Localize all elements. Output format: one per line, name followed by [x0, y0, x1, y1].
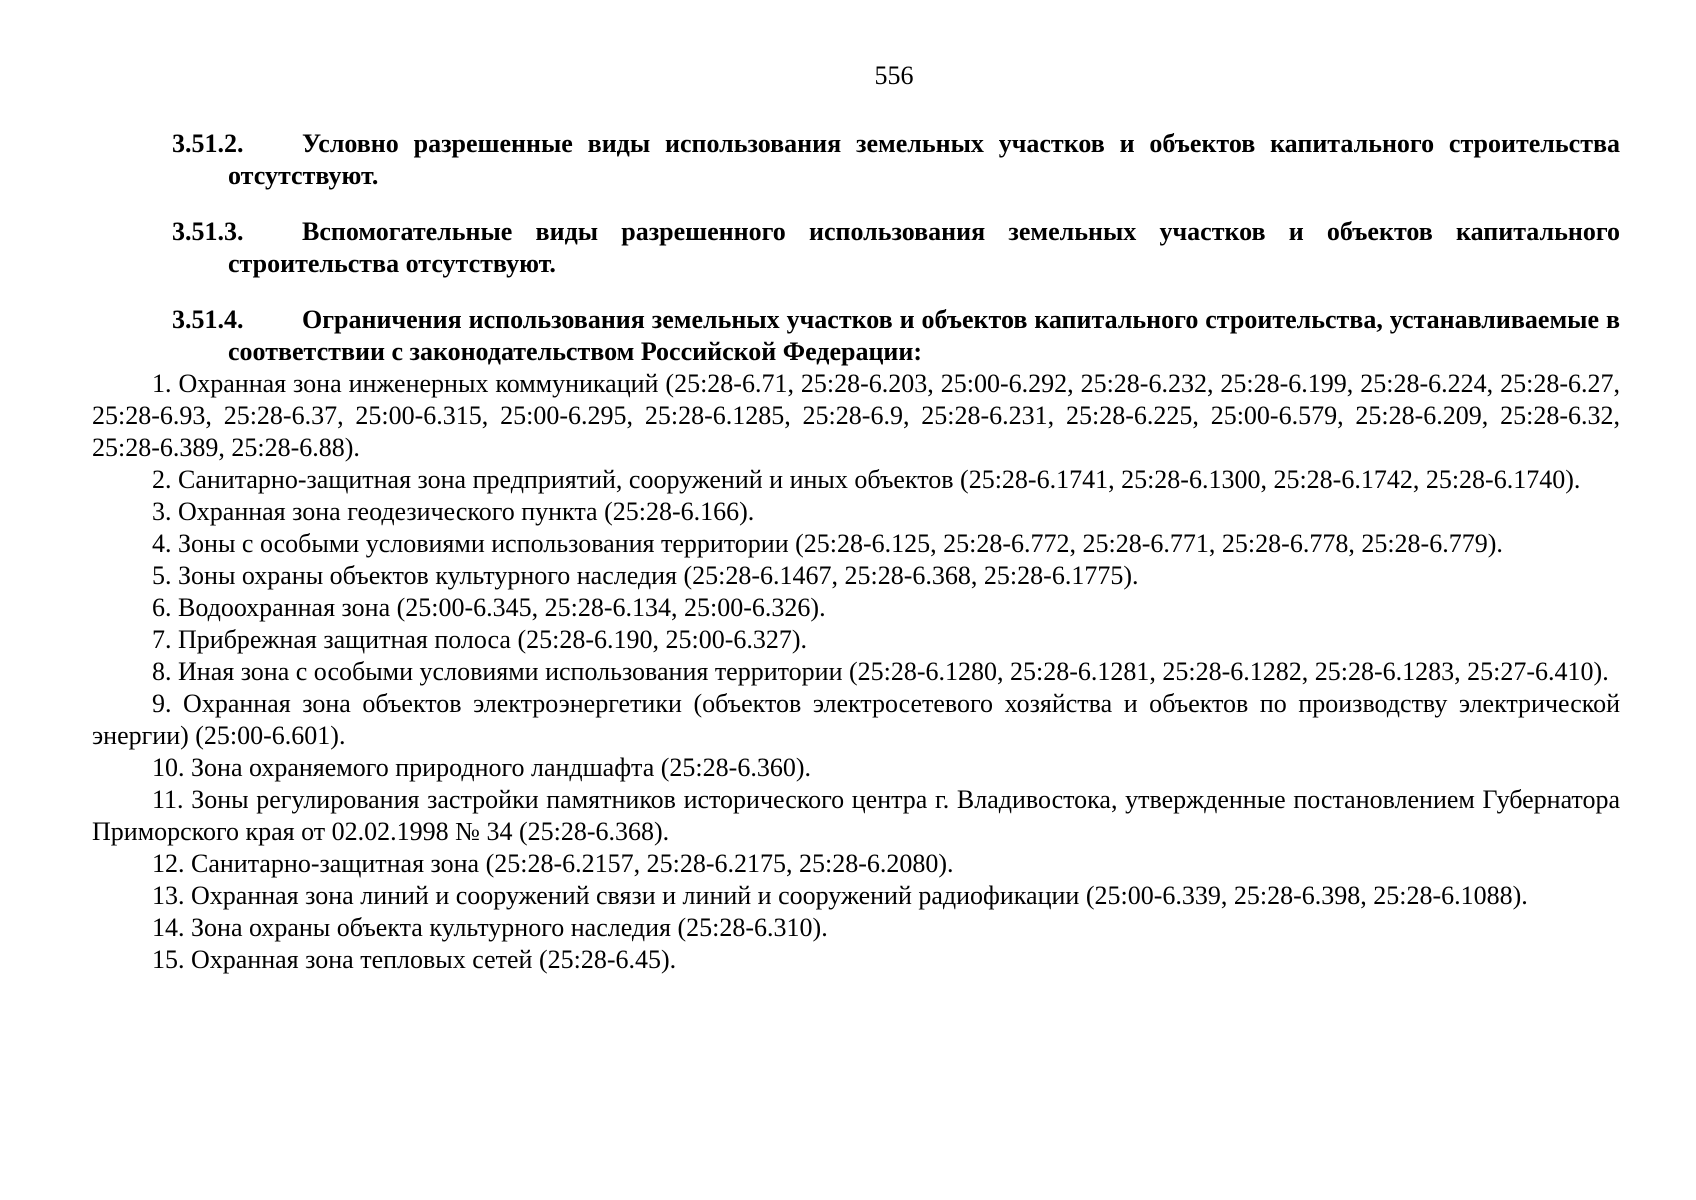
list-item: 2. Санитарно-защитная зона предприятий, сооружений и иных объектов (25:28-6.1741, 25:28-6.1300, 25:28-6.1742, 25:28-6.1740). [152, 465, 1581, 494]
page-number: 556 [874, 61, 914, 90]
section-number: 3.51.4. [172, 305, 244, 334]
list-item: 6. Водоохранная зона (25:00-6.345, 25:28-6.134, 25:00-6.326). [152, 593, 826, 622]
list-item: 12. Санитарно-защитная зона (25:28-6.2157, 25:28-6.2175, 25:28-6.2080). [152, 849, 954, 878]
list-item: 8. Иная зона с особыми условиями использования территории (25:28-6.1280, 25:28-6.1281, 25:28-6.1282, 25:28-6.1283, 25:27-6.410). [152, 657, 1609, 686]
list-item: 11. Зоны регулирования застройки памятников исторического центра г. Владивостока, утвержденные постановлением Губернатора Приморского края от 02.02.1998 № 34 (25:28-6.368). [92, 785, 1620, 846]
list-item: 3. Охранная зона геодезического пункта (25:28-6.166). [152, 497, 755, 526]
restrictions-list [92, 368, 1620, 976]
list-item: 10. Зона охраняемого природного ландшафта (25:28-6.360). [152, 753, 811, 782]
section-3-51-4 [92, 304, 1620, 368]
section-number: 3.51.2. [172, 129, 244, 158]
list-item: 15. Охранная зона тепловых сетей (25:28-6.45). [152, 945, 677, 974]
section-text: Условно разрешенные виды использования земельных участков и объектов капитального строительства отсутствуют. [228, 129, 1620, 190]
document-page [92, 60, 1620, 976]
list-item: 13. Охранная зона линий и сооружений связи и линий и сооружений радиофикации (25:00-6.339, 25:28-6.398, 25:28-6.1088). [152, 881, 1528, 910]
section-text: Ограничения использования земельных участков и объектов капитального строительства, устанавливаемые в соответствии с законодательством Российской Федерации: [228, 305, 1620, 366]
section-text: Вспомогательные виды разрешенного использования земельных участков и объектов капитального строительства отсутствуют. [228, 217, 1620, 278]
list-item: 4. Зоны с особыми условиями использования территории (25:28-6.125, 25:28-6.772, 25:28-6.771, 25:28-6.778, 25:28-6.779). [152, 529, 1503, 558]
list-item: 1. Охранная зона инженерных коммуникаций (25:28-6.71, 25:28-6.203, 25:00-6.292, 25:28-6.232, 25:28-6.199, 25:28-6.224, 25:28-6.27, 25:28-6.93, 25:28-6.37, 25:00-6.315, 25:00-6.295, 25:28-6.1285, 25:28-6.9, 25:28-6.231, 25:28-6.225, 25:00-6.579, 25:28-6.209, 25:28-6.32, 25:28-6.389, 25:28-6.88). [92, 369, 1620, 462]
list-item: 9. Охранная зона объектов электроэнергетики (объектов электросетевого хозяйства и объектов по производству электрической энергии) (25:00-6.601). [92, 689, 1620, 750]
list-item: 14. Зона охраны объекта культурного наследия (25:28-6.310). [152, 913, 828, 942]
section-number: 3.51.3. [172, 217, 244, 246]
list-item: 7. Прибрежная защитная полоса (25:28-6.190, 25:00-6.327). [152, 625, 808, 654]
section-3-51-3 [92, 216, 1620, 280]
section-3-51-2 [92, 128, 1620, 192]
list-item: 5. Зоны охраны объектов культурного наследия (25:28-6.1467, 25:28-6.368, 25:28-6.1775). [152, 561, 1139, 590]
